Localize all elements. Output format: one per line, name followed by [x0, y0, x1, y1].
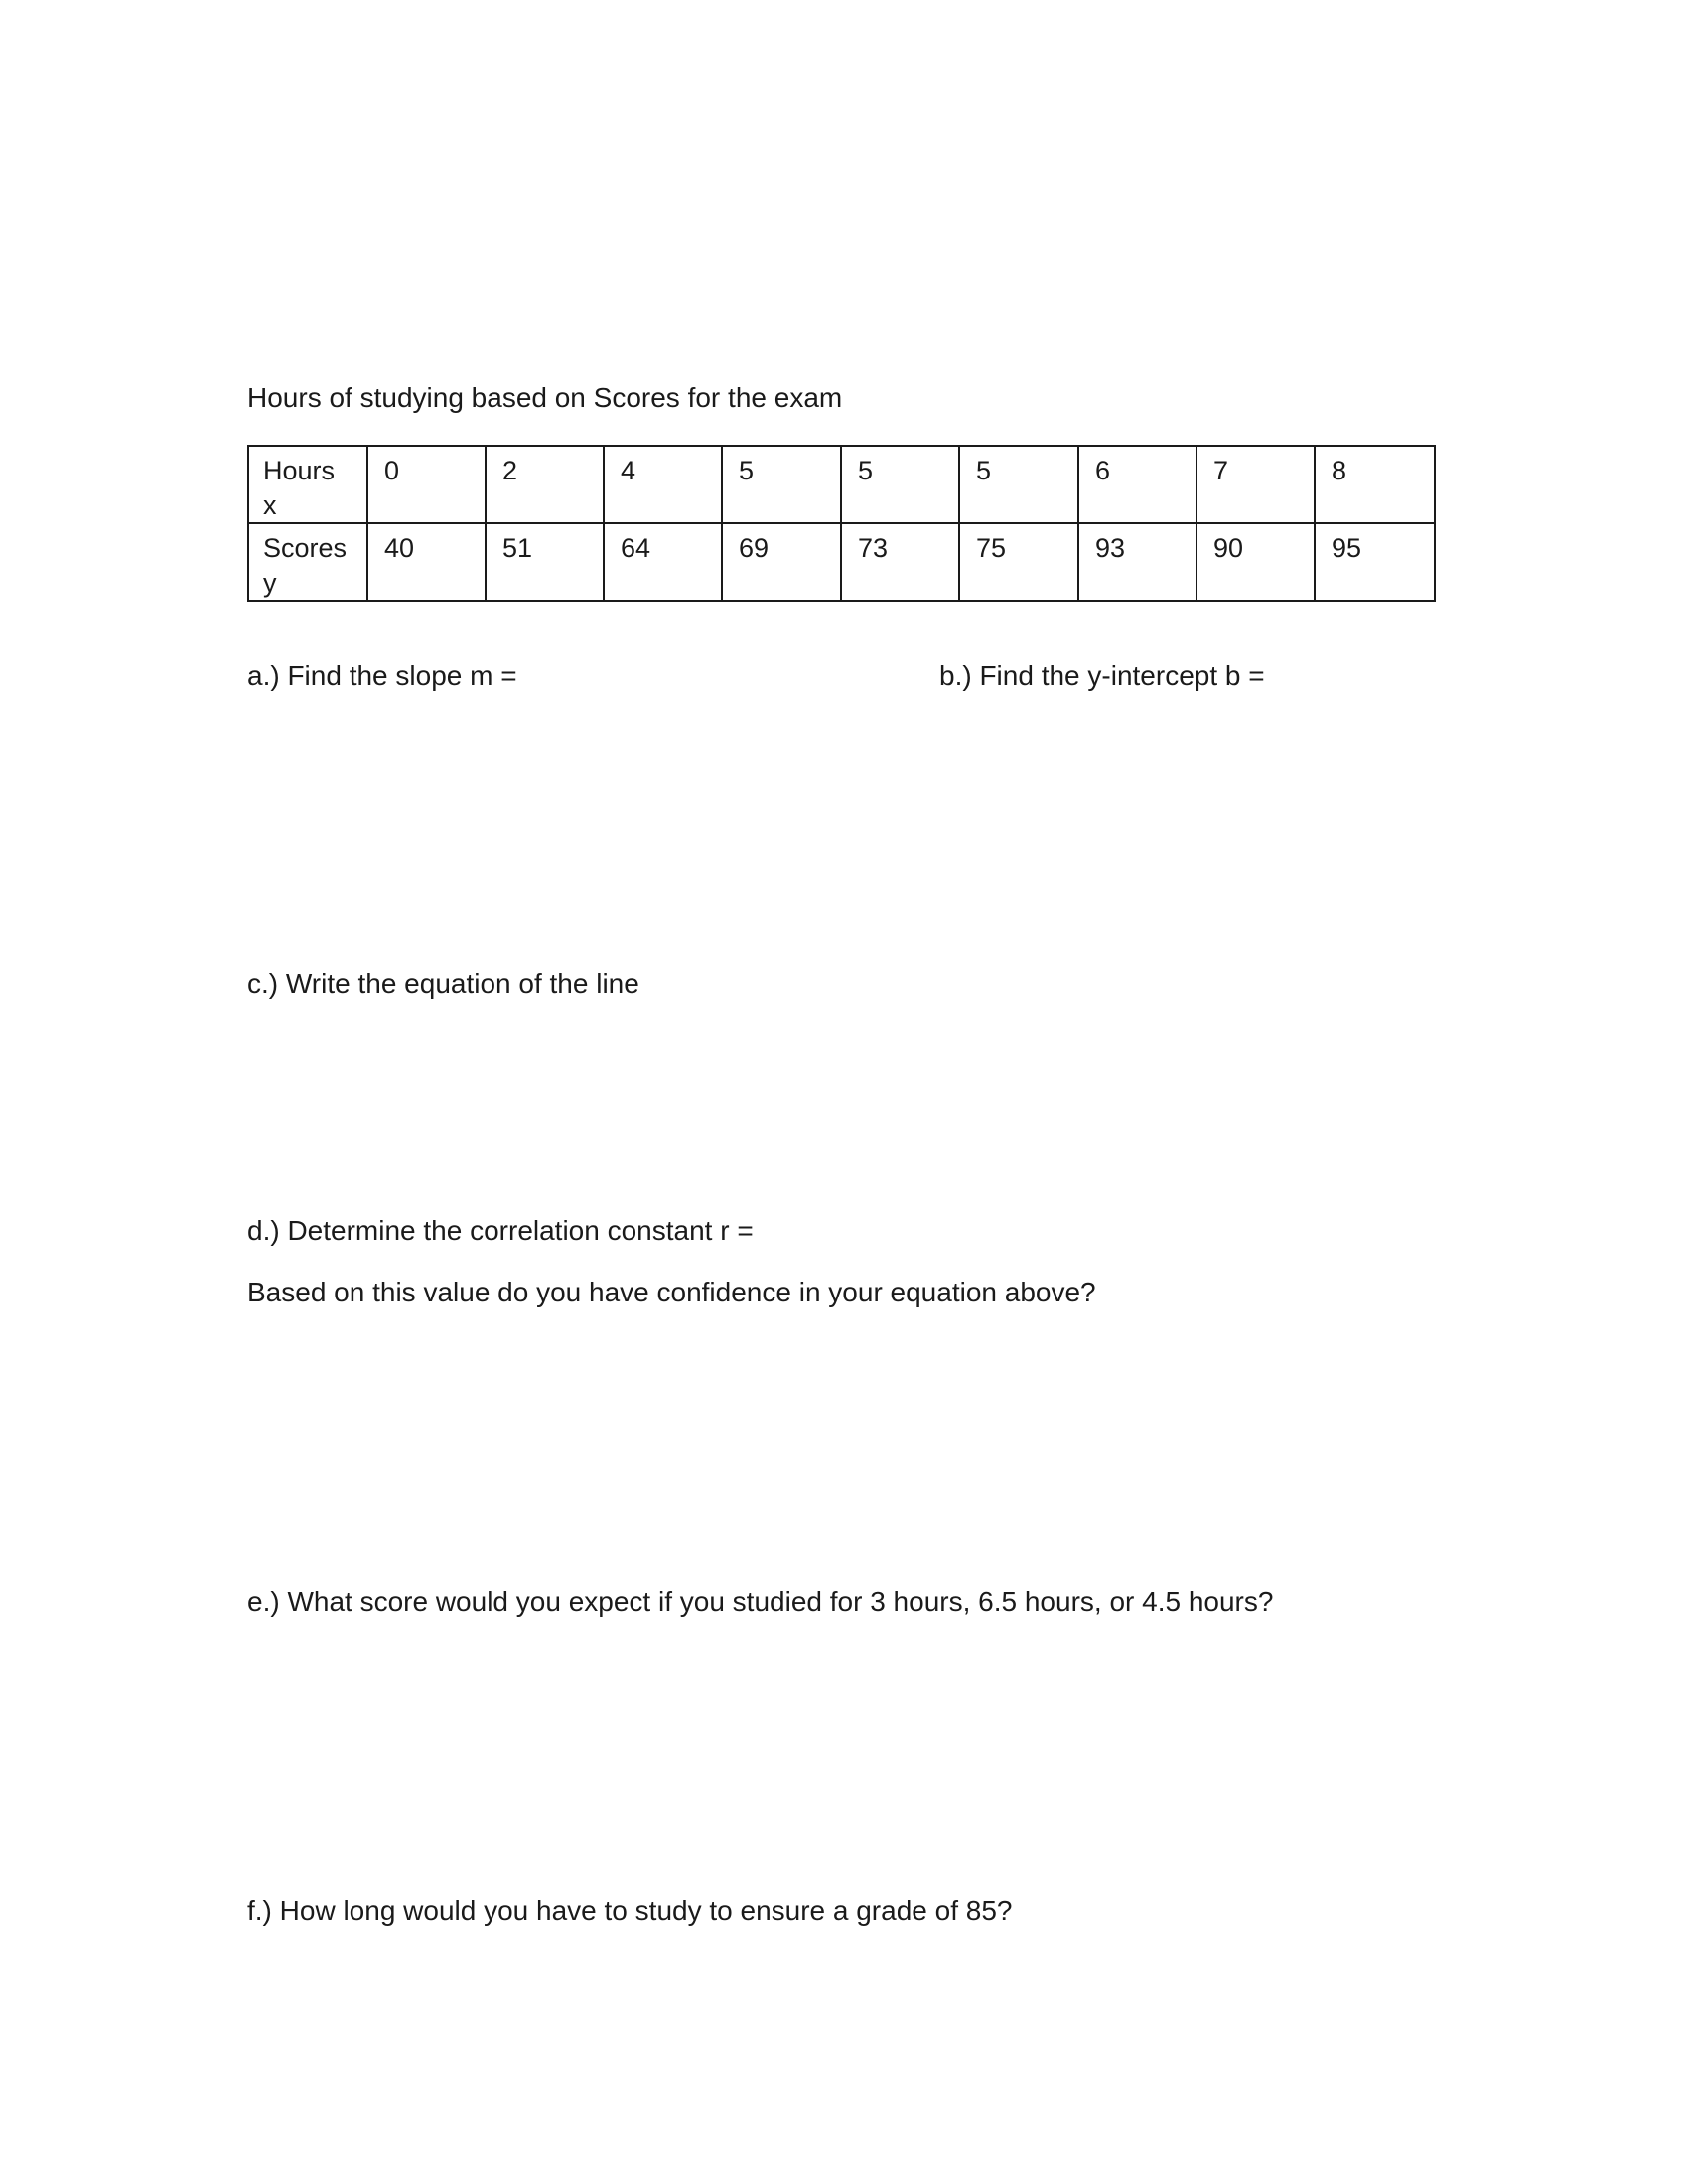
- table-cell: 69: [722, 523, 841, 601]
- table-cell: 95: [1315, 523, 1435, 601]
- question-f: f.) How long would you have to study to ensure a grade of 85?: [247, 1895, 1013, 1926]
- table-cell: 64: [604, 523, 722, 601]
- scores-label-cell: [248, 523, 367, 601]
- question-d-followup: Based on this value do you have confidence in your equation above?: [247, 1277, 1096, 1307]
- question-b: b.) Find the y-intercept b =: [939, 660, 1265, 691]
- table-cell: 5: [959, 446, 1078, 523]
- table-cell: 93: [1078, 523, 1196, 601]
- table-cell: 7: [1196, 446, 1315, 523]
- hours-label-cell: [248, 446, 367, 523]
- hours-sublabel: x: [263, 490, 277, 520]
- table-cell: 73: [841, 523, 959, 601]
- question-c: c.) Write the equation of the line: [247, 968, 639, 999]
- table-cell: 90: [1196, 523, 1315, 601]
- hours-label: Hours: [263, 456, 336, 485]
- question-a: a.) Find the slope m =: [247, 660, 517, 691]
- table-row-scores: [248, 523, 1435, 601]
- table-cell: 5: [841, 446, 959, 523]
- table-cell: 51: [486, 523, 604, 601]
- scores-label: Scores: [263, 533, 348, 563]
- table-cell: 40: [367, 523, 486, 601]
- table-cell: 5: [722, 446, 841, 523]
- worksheet-title: Hours of studying based on Scores for the exam: [247, 382, 843, 413]
- table-cell: 0: [367, 446, 486, 523]
- question-e: e.) What score would you expect if you studied for 3 hours, 6.5 hours, or 4.5 hours?: [247, 1586, 1274, 1617]
- data-table: [247, 445, 1436, 602]
- table-cell: 2: [486, 446, 604, 523]
- table-cell: 6: [1078, 446, 1196, 523]
- scores-sublabel: y: [263, 568, 277, 598]
- table-cell: 8: [1315, 446, 1435, 523]
- question-d: d.) Determine the correlation constant r =: [247, 1215, 754, 1246]
- table-cell: 4: [604, 446, 722, 523]
- table-cell: 75: [959, 523, 1078, 601]
- table-row-hours: [248, 446, 1435, 523]
